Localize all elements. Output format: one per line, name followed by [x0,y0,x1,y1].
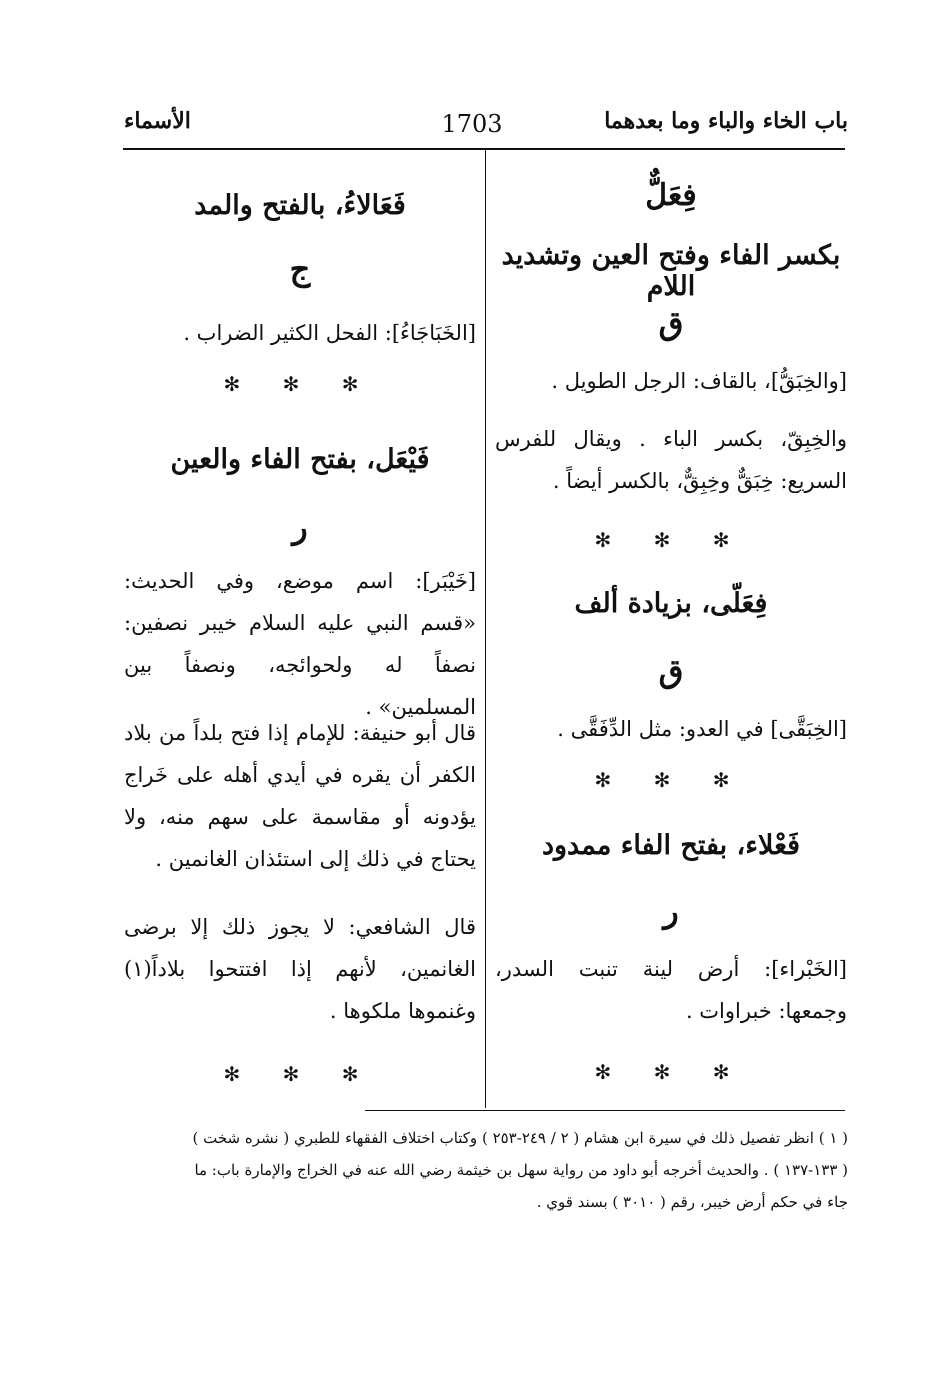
dictionary-entry: والخِبِقّ، بكسر الباء . ويقال للفرس السريع: خِبَقٌّ وخِبِقٌّ، بالكسر أيضاً . [495,427,847,493]
section-separator: ✻ ✻ ✻ [223,372,377,396]
footnote-line: ( ١ ) انظر تفصيل ذلك في سيرة ابن هشام ( ٢ / ٢٤٩-٢٥٣ ) وكتاب اختلاف الفقهاء للطبري ( نشره شخت ) [192,1129,848,1147]
footnote-line: ( ١٣٣-١٣٧ ) . والحديث أخرجه أبو داود من رواية سهل بن خيثمة رضي الله عنه في الخراج والإمارة باب: ما [194,1161,848,1179]
running-head-chapter: باب الخاء والباء وما بعدهما [604,108,848,134]
footnote-rule [365,1110,845,1111]
dictionary-entry: [خَيْبَر]: اسم موضع، وفي الحديث: «قسم النبي عليه السلام خيبر نصفين: نصفاً له ولحوائجه، ونصفاً بين المسلمين» . [124,569,476,719]
section-separator: ✻ ✻ ✻ [594,768,748,792]
column-divider [485,150,486,1108]
footnote-line: جاء في حكم أرض خيبر، رقم ( ٣٠١٠ ) بسند قوي . [536,1193,848,1211]
pattern-heading: فِعَلٌّ [645,178,697,213]
pattern-heading: فَعَالاءُ، بالفتح والمد [194,190,406,221]
root-letter: ر [663,892,679,930]
section-separator: ✻ ✻ ✻ [594,528,748,552]
pattern-heading: فِعَلّى، بزيادة ألف [574,588,768,619]
dictionary-entry: [الخِبَقَّى] في العدو: مثل الدِّفَقَّى . [557,717,847,741]
pattern-description: بكسر الفاء وفتح العين وتشديد اللام [501,240,841,302]
page-number: 1703 [441,110,503,138]
running-head-section: الأسماء [124,108,191,134]
pattern-heading: فَعْلاء، بفتح الفاء ممدود [541,830,801,861]
dictionary-entry: قال أبو حنيفة: للإمام إذا فتح بلداً من بلاد الكفر أن يقره في أيدي أهله على خَراج يؤدونه أو مقاسمة على سهم منه، ولا يحتاج في ذلك إلى استئذان الغانمين . [124,721,476,871]
root-letter: ج [289,250,311,288]
dictionary-entry: [الخَبَاجَاءُ]: الفحل الكثير الضراب . [183,321,476,345]
section-separator: ✻ ✻ ✻ [223,1062,377,1086]
dictionary-entry: قال الشافعي: لا يجوز ذلك إلا برضى الغانمين، لأنهم إذا افتتحوا بلاداً(١) وغنموها ملكوها . [124,915,476,1023]
pattern-heading: فَيْعَل، بفتح الفاء والعين [170,444,430,475]
root-letter: ق [658,304,684,342]
dictionary-entry: [الخَبْراء]: أرض لينة تنبت السدر، وجمعها: خبراوات . [495,957,847,1023]
root-letter: ر [292,508,308,546]
dictionary-entry: [والخِبَقُّ]، بالقاف: الرجل الطويل . [551,369,847,393]
header-rule [123,148,845,150]
section-separator: ✻ ✻ ✻ [594,1060,748,1084]
root-letter: ق [658,652,684,690]
